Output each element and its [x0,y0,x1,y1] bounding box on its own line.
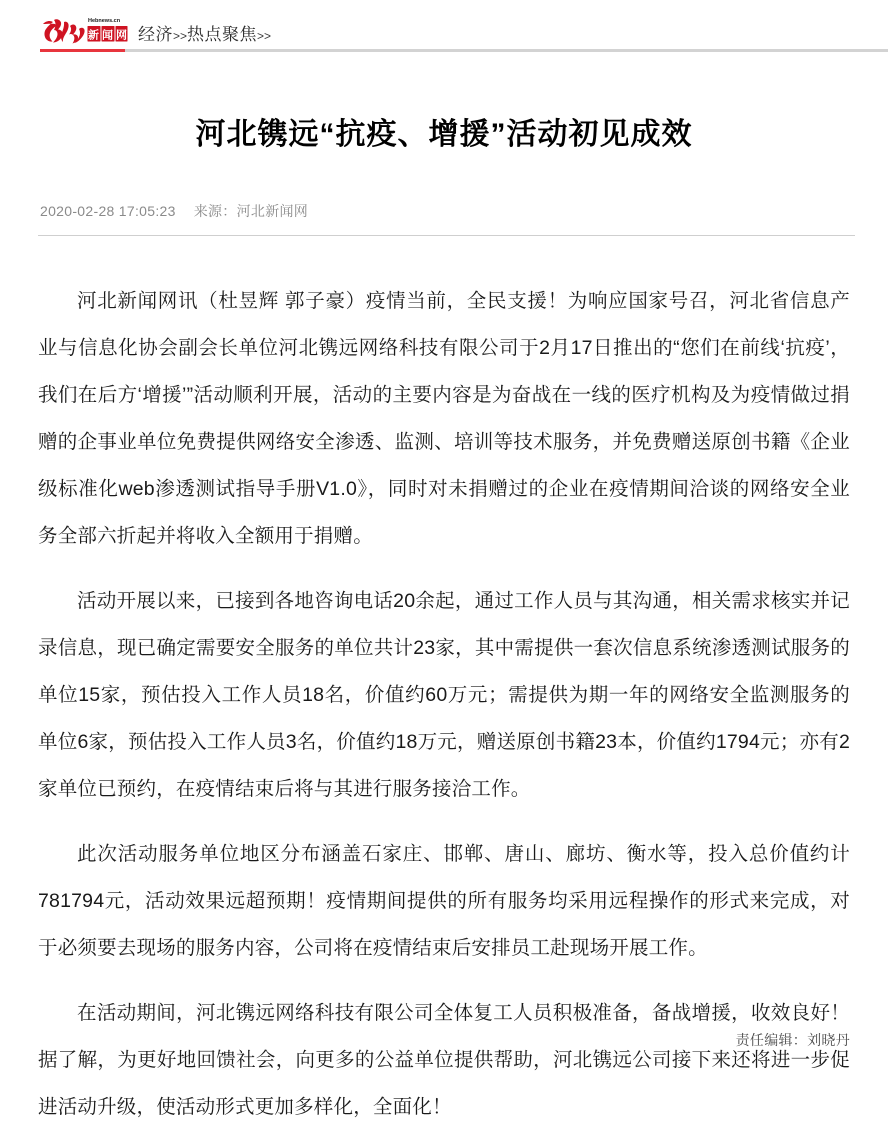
article-paragraph-1: 河北新闻网讯（杜昱辉 郭子豪）疫情当前，全民支援！为响应国家号召，河北省信息产业与信息化协会副会长单位河北镌远网络科技有限公司于2月17日推出的“您们在前线‘抗疫’，我们在后方‘增援’”活动顺利开展，活动的主要内容是为奋战在一线的医疗机构及为疫情做过捐赠的企事业单位免费提供网络安全渗透、监测、培训等技术服务，并免费赠送原创书籍《企业级标准化web渗透测试指导手册V1.0》，同时对未捐赠过的企业在疫情期间洽谈的网络安全业务全部六折起并将收入全额用于捐赠。 [38,289,850,547]
header-inner [0,0,888,48]
hebnews-logo-icon [40,14,128,48]
article-paragraph-3: 此次活动服务单位地区分布涵盖石家庄、邯郸、唐山、廊坊、衡水等，投入总价值约计781794元，活动效果远超预期！疫情期间提供的所有服务均采用远程操作的形式来完成，对于必须要去现场的服务内容，公司将在疫情结束后安排员工赴现场开展工作。 [38,842,850,959]
article-paragraph-2: 活动开展以来，已接到各地咨询电话20余起，通过工作人员与其沟通，相关需求核实并记录信息，现已确定需要安全服务的单位共计23家，其中需提供一套次信息系统渗透测试服务的单位15家，预估投入工作人员18名，价值约60万元；需提供为期一年的网络安全监测服务的单位6家，预估投入工作人员3名，价值约18万元，赠送原创书籍23本，价值约1794元；亦有2家单位已预约，在疫情结束后将与其进行服务接洽工作。 [38,589,850,800]
svg-text:网: 网 [116,29,127,42]
svg-text:闻: 闻 [102,29,113,42]
article-title: 河北镌远“抗疫、增援”活动初见成效 [195,118,693,151]
logo-domain-text: Hebnews.cn [88,18,121,24]
site-logo[interactable] [40,8,128,48]
breadcrumb[interactable] [138,26,271,48]
article-container [0,55,888,1131]
breadcrumb-item-hotspot[interactable]: 热点聚焦 [187,25,258,44]
header-accent-rule [40,49,888,52]
article-body [38,236,850,1131]
breadcrumb-separator-1: >> [173,29,188,43]
article-meta [38,156,850,218]
breadcrumb-separator-2: >> [257,29,272,43]
article-paragraph-4: 在活动期间，河北镌远网络科技有限公司全体复工人员积极准备，备战增援，收效良好！据了解，为更好地回馈社会，向更多的公益单位提供帮助，河北镌远公司接下来还将进一步促进活动升级，使活动形式更加多样化，全面化！ [38,1001,850,1118]
site-header [0,0,888,55]
svg-text:新: 新 [88,29,99,42]
article-datetime: 2020-02-28 17:05:23 [40,202,176,219]
editor-credit: 责任编辑：刘晓丹 [735,1032,850,1048]
breadcrumb-item-economy[interactable]: 经济 [138,25,173,44]
article-source: 来源：河北新闻网 [193,202,309,219]
